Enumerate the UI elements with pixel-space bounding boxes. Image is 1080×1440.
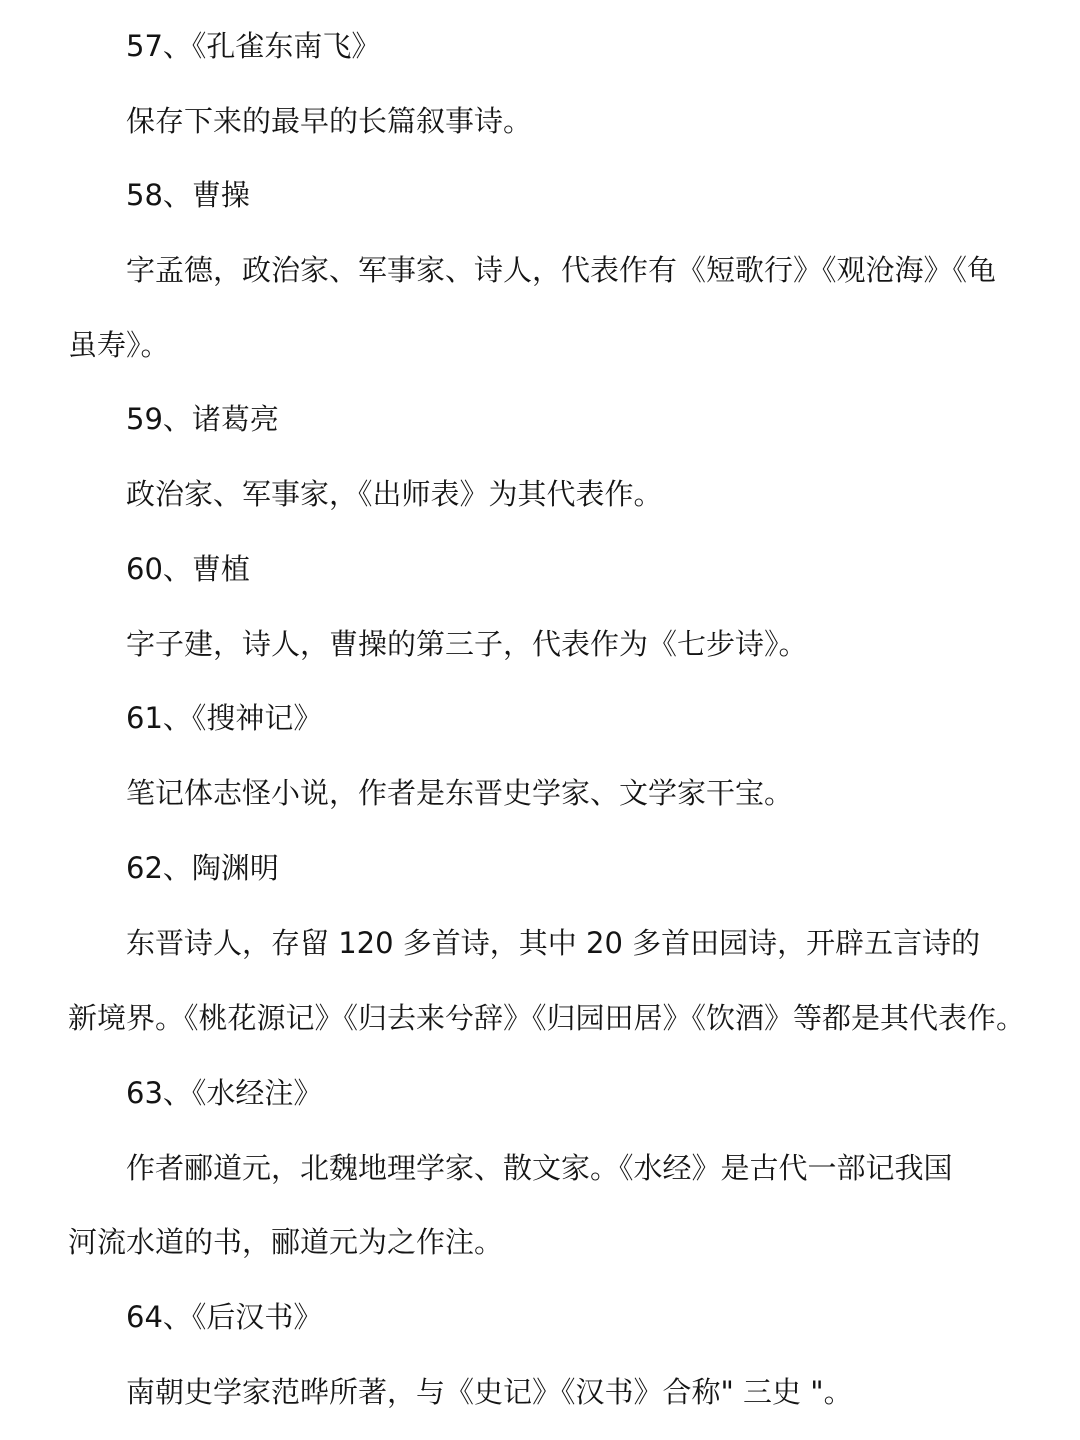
entry-body: 字孟德，政治家、军事家、诗人，代表作有《短歌行》《观沧海》《龟: [126, 253, 997, 287]
entry-body-continued: 新境界。《桃花源记》《归去来兮辞》《归园田居》《饮酒》等都是其代表作。: [68, 1001, 1026, 1035]
entry-heading: 61、《搜神记》: [126, 701, 323, 735]
entry-body: 作者郦道元，北魏地理学家、散文家。《水经》是古代一部记我国: [126, 1151, 953, 1185]
entry-body: 保存下来的最早的长篇叙事诗。: [126, 104, 533, 138]
entry-body-continued: 虽寿》。: [68, 328, 170, 362]
entry-heading: 62、陶渊明: [126, 851, 279, 885]
entry-heading: 59、诸葛亮: [126, 402, 279, 436]
entry-heading: 63、《水经注》: [126, 1076, 323, 1110]
entry-body: 政治家、军事家，《出师表》为其代表作。: [126, 477, 663, 511]
entry-body: 笔记体志怪小说，作者是东晋史学家、文学家干宝。: [126, 776, 794, 810]
entry-body-continued: 河流水道的书，郦道元为之作注。: [68, 1225, 504, 1259]
entry-body: 东晋诗人，存留 120 多首诗，其中 20 多首田园诗，开辟五言诗的: [126, 926, 981, 960]
entry-heading: 58、曹操: [126, 178, 250, 212]
entry-heading: 64、《后汉书》: [126, 1300, 323, 1334]
entry-heading: 60、曹植: [126, 552, 250, 586]
entry-heading: 57、《孔雀东南飞》: [126, 29, 381, 63]
entry-body: 南朝史学家范晔所著，与《史记》《汉书》合称" 三史 "。: [126, 1375, 853, 1409]
entry-body: 字子建，诗人，曹操的第三子，代表作为《七步诗》。: [126, 627, 808, 661]
